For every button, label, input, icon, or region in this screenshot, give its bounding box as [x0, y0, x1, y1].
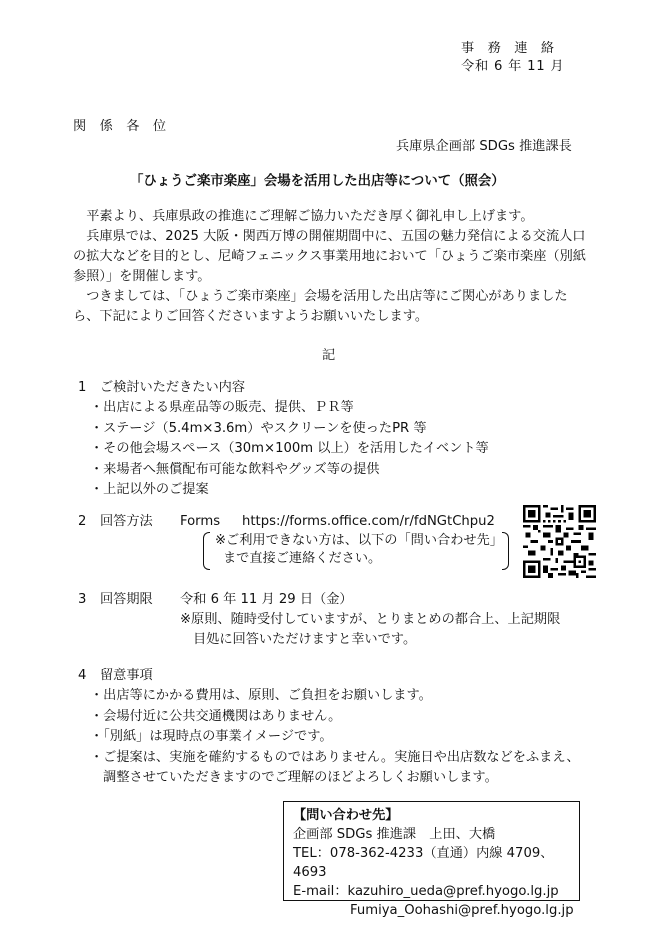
forms-url-link[interactable]: https://forms.office.com/r/fdNGtChpu2: [242, 514, 495, 529]
section-3-heading: [78, 590, 153, 610]
contact-email-1[interactable]: E-mail：kazuhiro_ueda@pref.hyogo.lg.jp: [293, 884, 559, 899]
response-deadline: 令和 6 年 11 月 29 日（金）: [180, 592, 353, 607]
list-item: ・ステージ（5.4m×3.6m）やスクリーンを使ったPR 等: [90, 420, 427, 436]
list-item: ・「別紙」は現時点の事業イメージです。: [90, 729, 333, 744]
section-4-title: 留意事項: [100, 668, 153, 683]
list-item: 調整させていただきますのでご理解のほどよろしくお願いします。: [90, 770, 498, 785]
section-2-title: 回答方法: [100, 514, 153, 529]
contact-box: [283, 801, 580, 918]
section-2-heading: [78, 512, 153, 532]
section-4-number: 4: [78, 668, 87, 683]
section-3-title: 回答期限: [100, 592, 153, 607]
bracket-left: [203, 532, 210, 570]
addressee: 関 係 各 位: [73, 119, 171, 134]
section-4-heading: [78, 666, 153, 686]
deadline-note-line-2: 目処に回答いただけますと幸いです。: [193, 632, 417, 647]
response-method: Forms: [180, 514, 221, 529]
body-paragraph-3: つきましては、「ひょうご楽市楽座」会場を活用した出店等にご関心がありましたら、下記によりご回答くださいますようお願いいたします。: [73, 289, 568, 324]
section-1-title: ご検討いただきたい内容: [100, 380, 246, 395]
body-paragraph-2: 兵庫県では、2025 大阪・関西万博の開催期間中に、五国の魅力発信による交流人口の拡大などを目的とし、尼崎フェニックス事業用地において「ひょうご楽市楽座（別紙参照）」を開催します。: [73, 229, 586, 284]
deadline-note-line-1: ※原則、随時受付していますが、とりまとめの都合上、上記期限: [180, 612, 561, 627]
page-title: 「ひょうご楽市楽座」会場を活用した出店等について（照会）: [130, 174, 505, 189]
contact-heading: 【問い合わせ先】: [293, 808, 399, 823]
ki-heading: 記: [322, 348, 336, 363]
list-item: ・その他会場スペース（30m×100m 以上）を活用したイベント等: [90, 441, 489, 456]
contact-note-bracket: [203, 532, 509, 570]
section-1-heading: [78, 378, 245, 398]
contact-department: 企画部 SDGs 推進課 上田、大橋: [293, 827, 496, 842]
contact-email-2[interactable]: Fumiya_Oohashi@pref.hyogo.lg.jp: [350, 903, 574, 918]
bracket-right: [502, 532, 509, 570]
section-1-list: [90, 398, 489, 501]
notice-date: 令和 6 年 11 月: [461, 59, 565, 74]
qr-code-icon[interactable]: [523, 505, 596, 578]
list-item: ・来場者へ無償配布可能な飲料やグッズ等の提供: [90, 461, 380, 477]
body-text: [73, 207, 593, 327]
sender: 兵庫県企画部 SDGs 推進課長: [396, 139, 572, 154]
list-item: ・会場付近に公共交通機関はありません。: [90, 708, 342, 724]
list-item: ・出店等にかかる費用は、原則、ご負担をお願いします。: [90, 688, 432, 703]
list-item: ・ご提案は、実施を確約するものではありません。実施日や出店数などをふまえ、: [90, 749, 580, 765]
contact-tel: TEL：078-362-4233（直通）内線 4709、4693: [293, 846, 554, 880]
body-paragraph-1: 平素より、兵庫県政の推進にご理解ご協力いただき厚く御礼申し上げます。: [86, 209, 534, 224]
section-1-number: 1: [78, 380, 87, 395]
section-3-number: 3: [78, 592, 87, 607]
list-item: ・出店による県産品等の販売、提供、ＰＲ等: [90, 400, 354, 415]
section-2-number: 2: [78, 514, 87, 529]
contact-note: ※ご利用できない方は、以下の「問い合わせ先」 まで直接ご連絡ください。: [215, 533, 503, 566]
notice-label: 事 務 連 絡: [461, 41, 559, 56]
section-4-list: [90, 686, 580, 789]
list-item: ・上記以外のご提案: [90, 482, 209, 497]
